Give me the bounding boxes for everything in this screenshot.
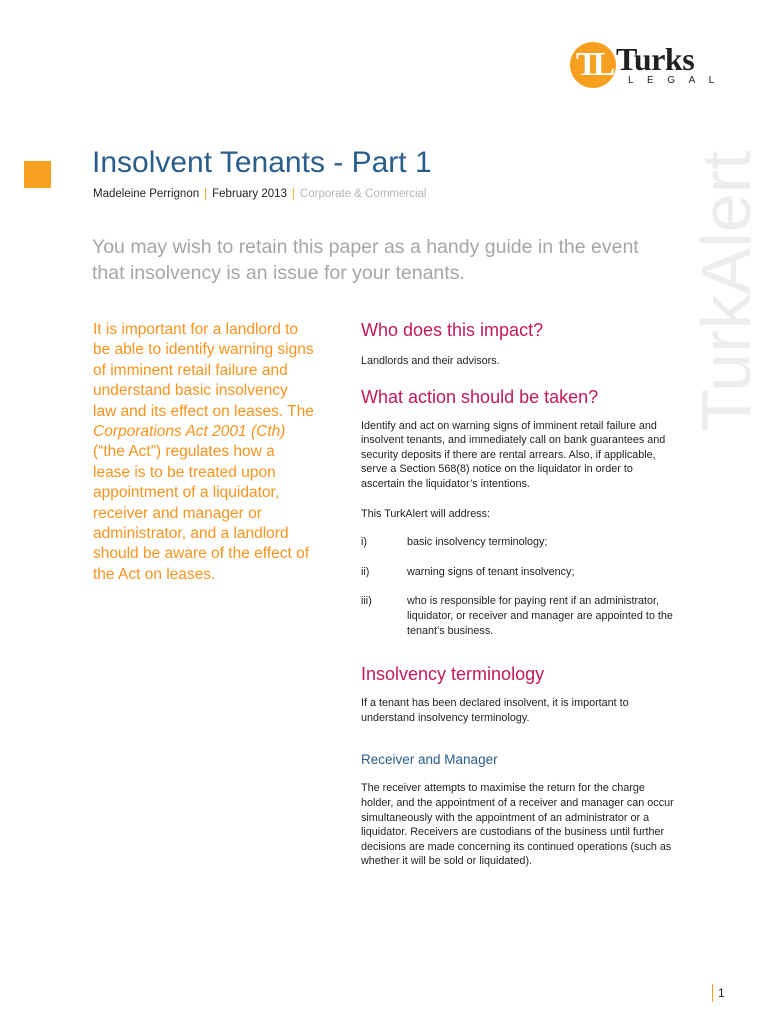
terminology-text: If a tenant has been declared insolvent, it is important to understand insolvency terminology. (361, 697, 629, 724)
list-item-number: ii) (361, 565, 370, 578)
list-item-text: basic insolvency terminology; (407, 536, 548, 549)
impact-heading: Who does this impact? (361, 320, 544, 340)
list-item-number: iii) (361, 595, 372, 608)
turkalert-watermark: TurkAlert (687, 150, 765, 432)
impact-text: Landlords and their advisors. (361, 355, 500, 367)
byline-author: Madeleine Perrignon (93, 188, 200, 200)
orange-square-marker (24, 161, 51, 188)
list-item-text: warning signs of tenant insolvency; (407, 565, 575, 578)
list-item (361, 535, 679, 550)
receiver-heading: Receiver and Manager (361, 752, 498, 768)
left-text-italic: Corporations Act 2001 (Cth) (93, 423, 286, 441)
byline-date: February 2013 (212, 188, 287, 200)
list-item (361, 565, 679, 580)
intro-text: You may wish to retain this paper as a handy guide in the event that insolvency is an issue for your tenants. (92, 236, 639, 284)
list-item-text: who is responsible for paying rent if an administrator, liquidator, or receiver and manager are appointed to the tenant’s business. (407, 595, 673, 637)
receiver-text: The receiver attempts to maximise the return for the charge holder, and the appointment of a receiver and manager can occur simultaneously with the appointment of an administrator or a liquidator. Receivers are custodians of the business until further decisions are made concerning its continued operations (such as whether it will be sold or liquidated). (361, 782, 674, 868)
terminology-heading: Insolvency terminology (361, 664, 545, 685)
byline-category: Corporate & Commercial (299, 188, 427, 200)
action-text: Identify and act on warning signs of imminent retail failure and insolvent tenants, and immediately call on bank guarantees and security deposits if there are rental arrears. Also, if applicable, serve a Section 568(8) notice on the liquidator in order to ascertain the liquidator’s intentions. (361, 419, 666, 490)
logo-monogram: TL (576, 46, 610, 83)
byline-separator: | (204, 188, 208, 200)
logo-subtitle: LEGAL (628, 75, 728, 86)
address-intro: This TurkAlert will address: (361, 507, 490, 520)
list-item (361, 594, 679, 638)
left-column-text (93, 320, 315, 585)
logo-name: Turks (616, 41, 695, 77)
list-item-number: i) (361, 536, 367, 549)
page-title: Insolvent Tenants - Part 1 (92, 146, 432, 179)
action-heading: What action should be taken? (361, 386, 599, 407)
right-column (361, 318, 679, 869)
turks-legal-logo (566, 42, 731, 90)
left-text-part1: It is important for a landlord to be able to identify warning signs of imminent retail failure and understand basic insolvency law and its effect on leases. The (93, 321, 314, 420)
byline-separator: | (291, 188, 295, 200)
left-text-part2: (“the Act”) regulates how a lease is to be treated upon appointment of a liquidator, receiver and manager or administrator, and a landlord should be aware of the effect of the Act on leases. (93, 443, 310, 583)
page-number: 1 (712, 984, 725, 1002)
byline (93, 187, 426, 201)
